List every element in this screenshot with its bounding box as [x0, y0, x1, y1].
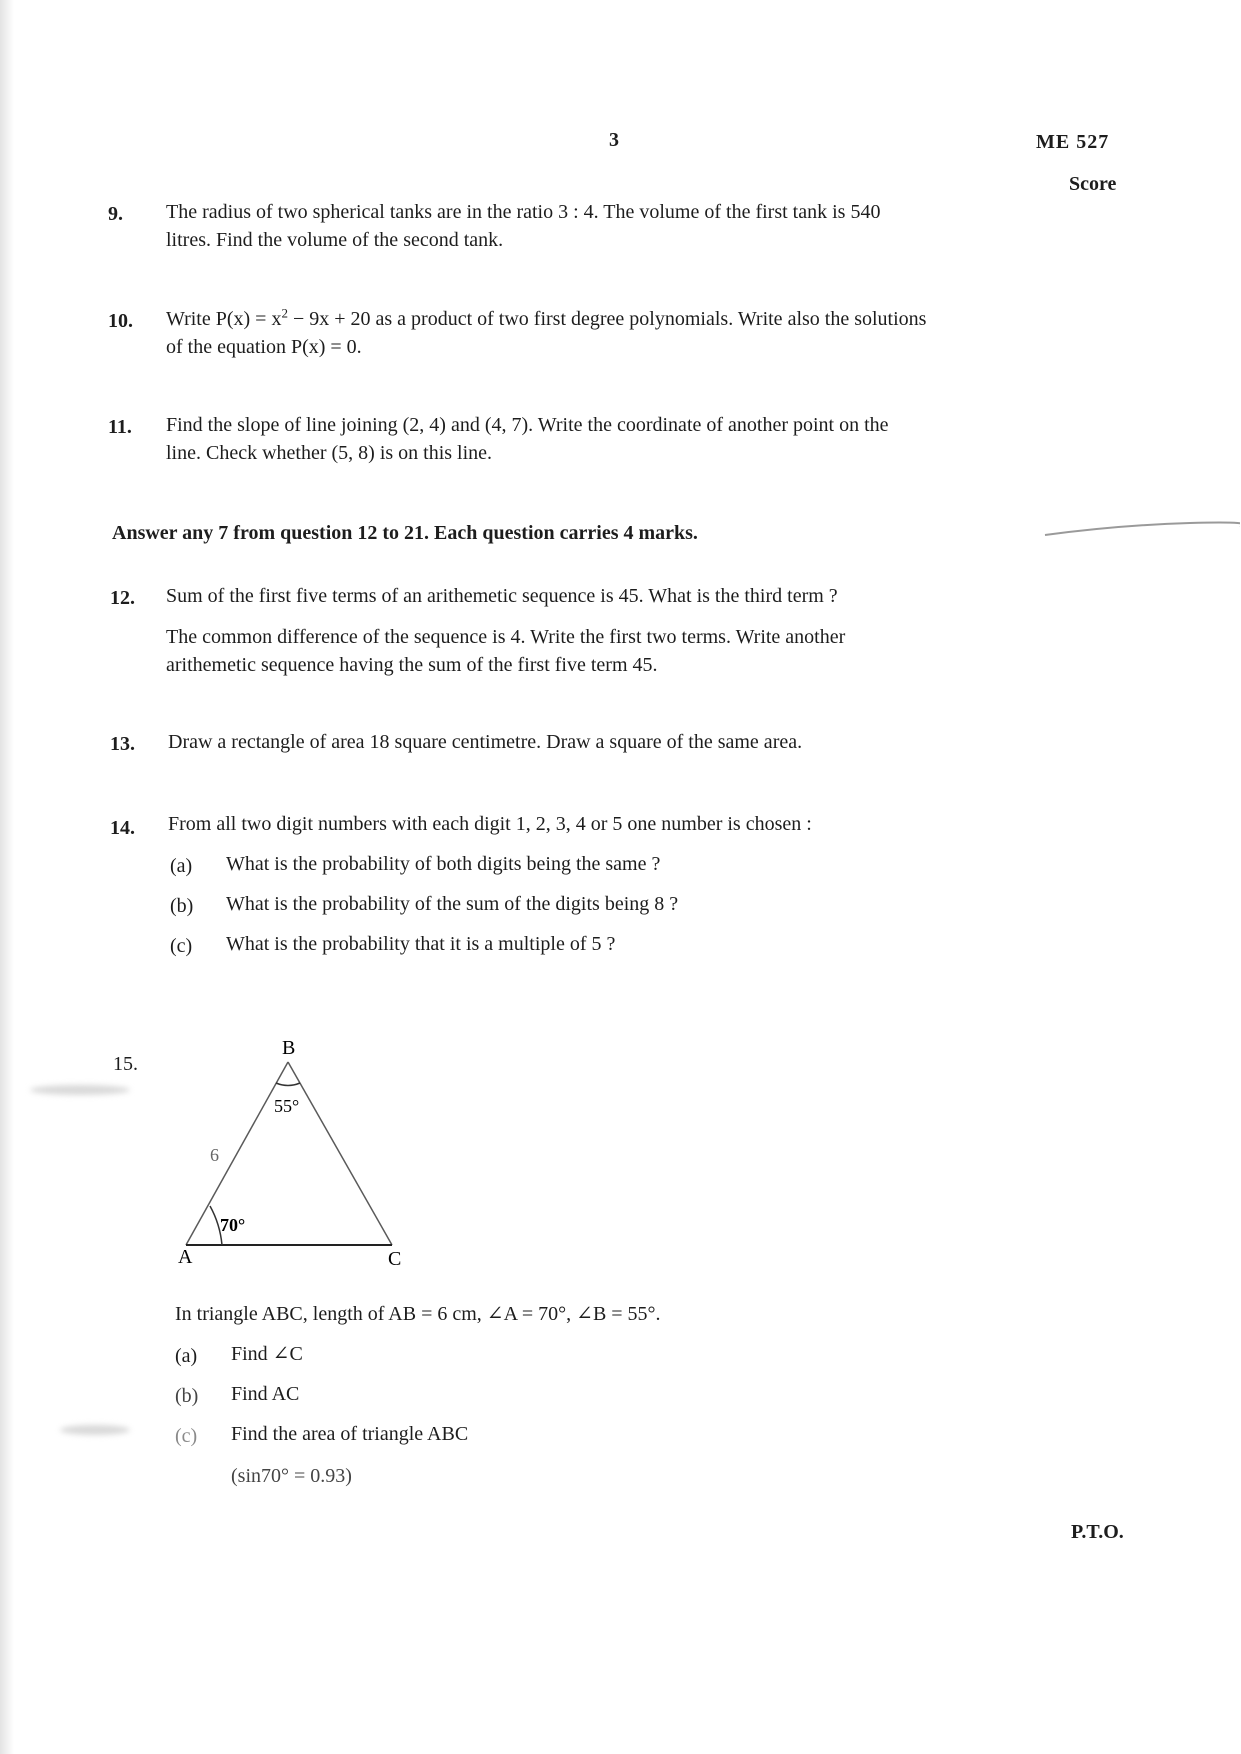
question-text-line: of the equation P(x) = 0. [166, 336, 362, 358]
question-14 [168, 810, 1098, 838]
polynomial-post: − 9x + 20 as a product of two first degree polynomials. Write also the solutions [287, 308, 927, 330]
angle-b-value: 55° [274, 1096, 300, 1116]
part-text: Find the area of triangle ABC [231, 1423, 469, 1445]
question-12 [166, 582, 1096, 679]
part-label: (c) [175, 1425, 198, 1447]
polynomial-exponent: 2 [281, 305, 288, 321]
part-text: Find AC [231, 1383, 300, 1405]
question-13 [168, 728, 1098, 756]
angle-a-value: 70° [220, 1215, 246, 1235]
part-text: What is the probability of both digits being the same ? [226, 853, 661, 875]
page-number: 3 [609, 129, 619, 151]
score-label: Score [1069, 173, 1117, 195]
part-label: (b) [175, 1385, 199, 1407]
question-text-line: The common difference of the sequence is 4. Write the first two terms. Write another [166, 626, 846, 648]
question-text-line: Sum of the first five terms of an arithemetic sequence is 45. What is the third term ? [166, 585, 838, 607]
scan-smudge [30, 1085, 130, 1095]
part-label: (a) [175, 1345, 198, 1367]
polynomial-pre: Write P(x) = x [166, 308, 282, 330]
part-label: (b) [170, 895, 194, 917]
question-number: 10. [108, 310, 133, 332]
scan-smudge [60, 1425, 130, 1435]
question-text-line [166, 305, 1096, 333]
question-number: 9. [108, 203, 123, 225]
part-text: What is the probability of the sum of the digits being 8 ? [226, 893, 679, 915]
triangle-figure [160, 1030, 420, 1270]
question-text-line: line. Check whether (5, 8) is on this line. [166, 442, 493, 464]
question-text-line: The radius of two spherical tanks are in the ratio 3 : 4. The volume of the first tank is 540 [166, 201, 881, 223]
question-11 [166, 411, 1096, 467]
question-10 [166, 305, 1096, 361]
vertex-b-label: B [282, 1037, 296, 1059]
section-instruction: Answer any 7 from question 12 to 21. Each question carries 4 marks. [112, 522, 698, 544]
paper-code: ME 527 [1036, 131, 1110, 153]
side-bc [288, 1062, 392, 1245]
scan-edge-shadow [0, 0, 14, 1754]
part-label: (a) [170, 855, 193, 877]
part-label: (c) [170, 935, 193, 957]
pencil-stroke [1040, 505, 1240, 545]
question-text-line: litres. Find the volume of the second tank. [166, 229, 504, 251]
question-text-line: arithemetic sequence having the sum of the first five term 45. [166, 654, 658, 676]
question-15-statement: In triangle ABC, length of AB = 6 cm, ∠A = 70°, ∠B = 55°. [175, 1303, 661, 1325]
vertex-c-label: C [388, 1248, 402, 1270]
pto-label: P.T.O. [1071, 1521, 1124, 1543]
question-text-line: From all two digit numbers with each digit 1, 2, 3, 4 or 5 one number is chosen : [168, 813, 812, 835]
question-number: 15. [113, 1053, 138, 1075]
question-text-line: Find the slope of line joining (2, 4) and (4, 7). Write the coordinate of another point on the [166, 414, 889, 436]
question-text-line: Draw a rectangle of area 18 square centimetre. Draw a square of the same area. [168, 731, 803, 753]
question-number: 14. [110, 817, 135, 839]
vertex-a-label: A [178, 1246, 193, 1268]
question-15-hint: (sin70° = 0.93) [231, 1465, 352, 1487]
angle-b-arc [276, 1083, 300, 1086]
side-ab-length: 6 [210, 1145, 219, 1165]
part-text: Find ∠C [231, 1343, 303, 1365]
question-9 [166, 198, 1096, 254]
question-number: 12. [110, 587, 135, 609]
question-number: 13. [110, 733, 135, 755]
part-text: What is the probability that it is a multiple of 5 ? [226, 933, 616, 955]
question-number: 11. [108, 416, 132, 438]
